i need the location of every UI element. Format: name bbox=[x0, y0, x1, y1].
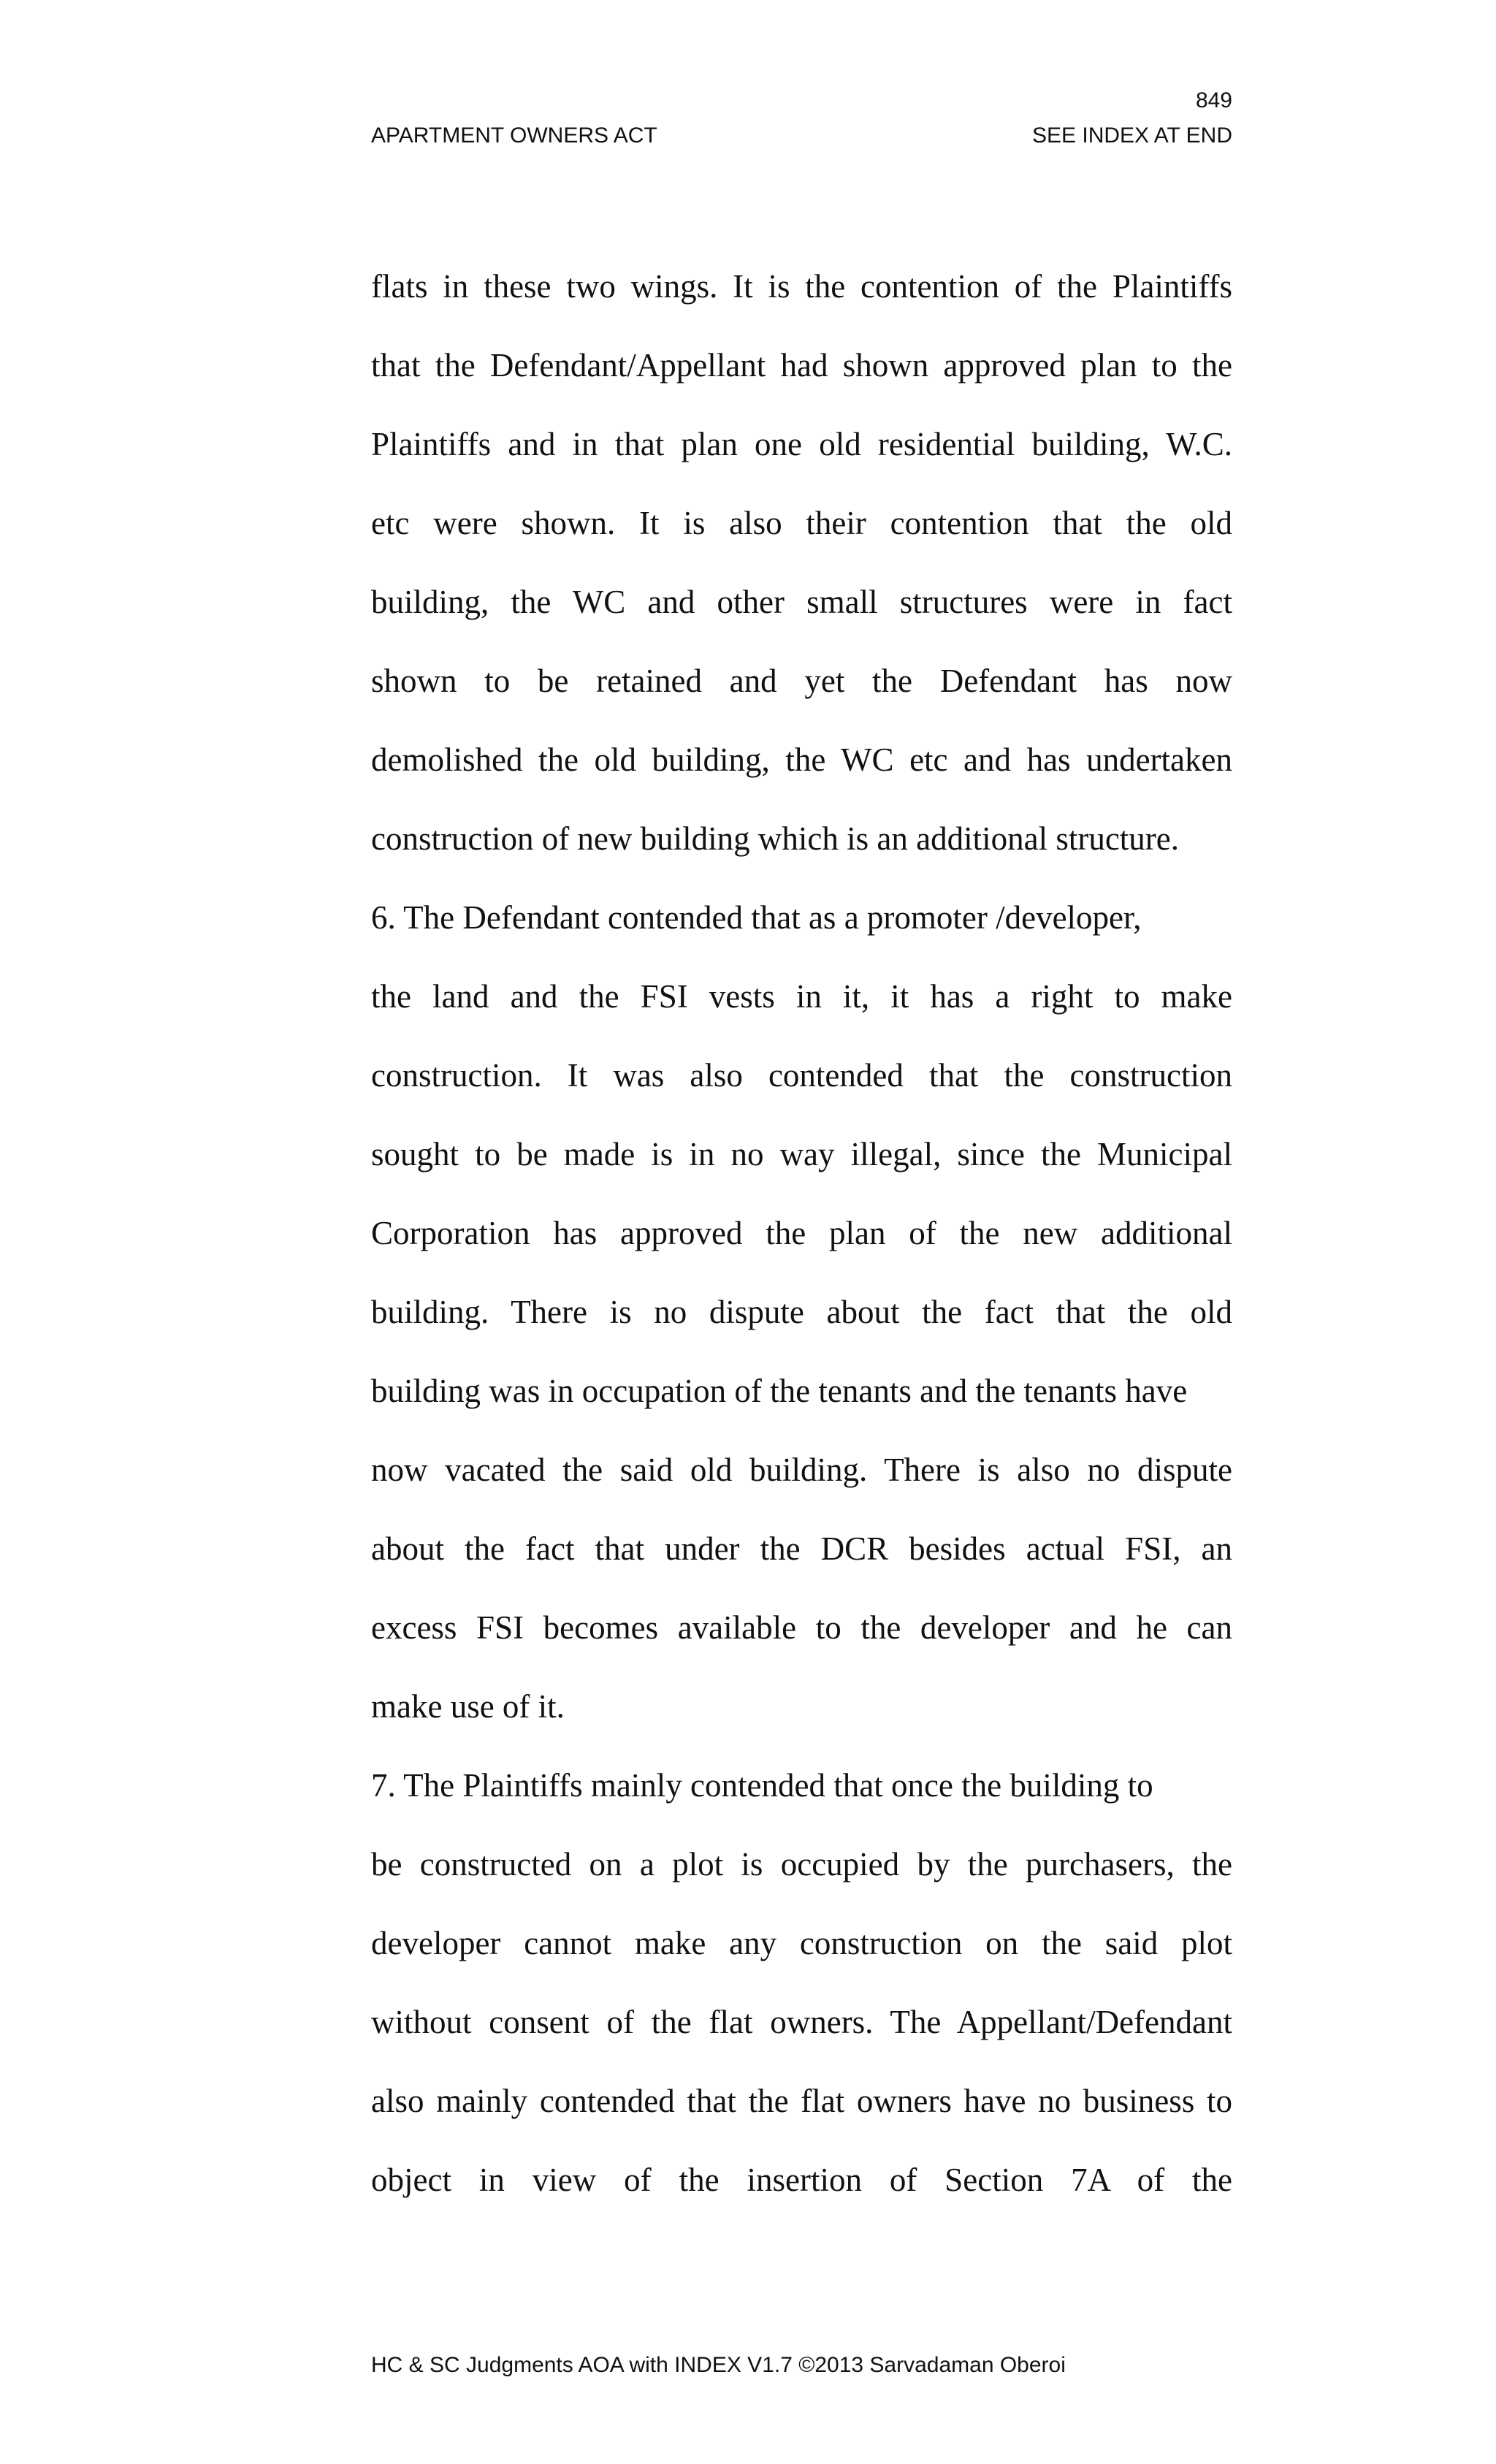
text-line: building, the WC and other small structures were in fact bbox=[371, 584, 1232, 620]
text-line: excess FSI becomes available to the developer and he can bbox=[371, 1609, 1232, 1646]
text-line: developer cannot make any construction on the said plot bbox=[371, 1925, 1232, 1961]
text-line: the land and the FSI vests in it, it has a right to make bbox=[371, 978, 1232, 1015]
text-line: make use of it. bbox=[371, 1688, 565, 1725]
text-line: shown to be retained and yet the Defendant has now bbox=[371, 663, 1232, 699]
text-line: etc were shown. It is also their contention that the old bbox=[371, 505, 1232, 541]
header-title: APARTMENT OWNERS ACT bbox=[371, 123, 657, 148]
text-line: construction of new building which is an additional structure. bbox=[371, 820, 1180, 857]
page-number: 849 bbox=[1195, 88, 1232, 112]
text-line: about the fact that under the DCR besides actual FSI, an bbox=[371, 1530, 1232, 1567]
text-line: be constructed on a plot is occupied by the purchasers, the bbox=[371, 1846, 1232, 1883]
text-line: without consent of the flat owners. The Appellant/Defendant bbox=[371, 2004, 1232, 2040]
text-line: demolished the old building, the WC etc and has undertaken bbox=[371, 741, 1232, 778]
text-line: 7. The Plaintiffs mainly contended that once the building to bbox=[371, 1767, 1153, 1804]
text-line: object in view of the insertion of Section 7A of the bbox=[371, 2162, 1232, 2198]
text-line: flats in these two wings. It is the contention of the Plaintiffs bbox=[371, 268, 1232, 305]
text-line: construction. It was also contended that the construction bbox=[371, 1057, 1232, 1094]
text-line: Plaintiffs and in that plan one old residential building, W.C. bbox=[371, 426, 1232, 462]
body-text bbox=[371, 257, 1232, 2230]
page-footer: HC & SC Judgments AOA with INDEX V1.7 ©2013 Sarvadaman Oberoi bbox=[371, 2353, 1066, 2377]
running-header bbox=[371, 123, 1232, 149]
text-line: sought to be made is in no way illegal, since the Municipal bbox=[371, 1136, 1232, 1172]
text-line: building was in occupation of the tenants and the tenants have bbox=[371, 1373, 1188, 1409]
text-line: building. There is no dispute about the fact that the old bbox=[371, 1294, 1232, 1330]
text-line: also mainly contended that the flat owners have no business to bbox=[371, 2083, 1232, 2119]
header-index-note: SEE INDEX AT END bbox=[1032, 123, 1232, 148]
text-line: 6. The Defendant contended that as a promoter /developer, bbox=[371, 899, 1142, 936]
text-line: Corporation has approved the plan of the new additional bbox=[371, 1215, 1232, 1251]
text-line: now vacated the said old building. There is also no dispute bbox=[371, 1452, 1232, 1488]
text-line: that the Defendant/Appellant had shown approved plan to the bbox=[371, 347, 1232, 384]
